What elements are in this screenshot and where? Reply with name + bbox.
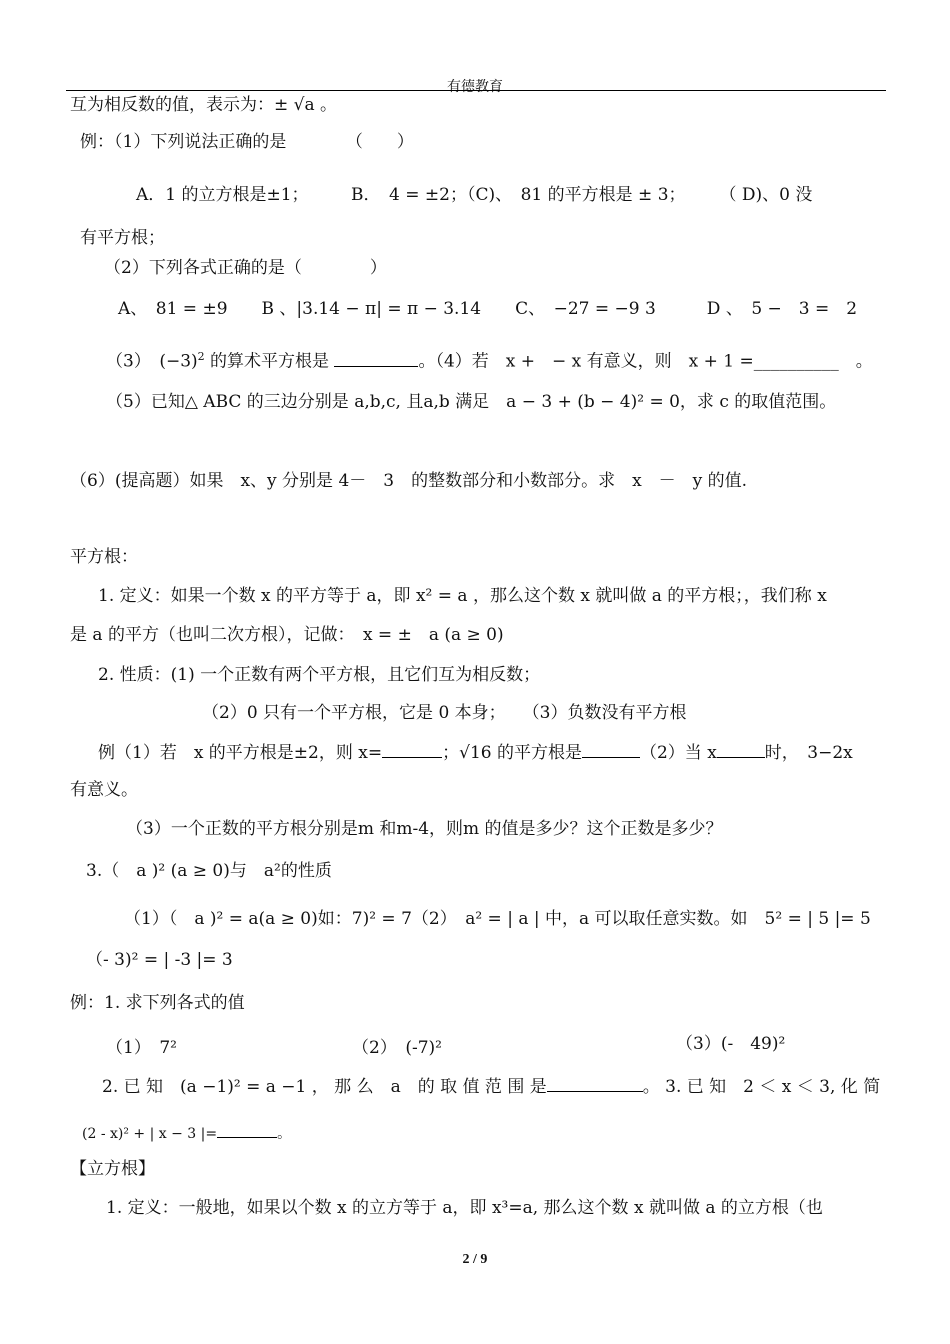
answer-blank[interactable]	[582, 743, 640, 758]
text-line: （3）一个正数的平方根分别是m 和m-4，则m 的值是多少？这个正数是多少？	[126, 819, 723, 839]
text-fragment: 。 3. 已 知 2 ＜ x ＜ 3, 化 简	[642, 1077, 881, 1097]
text-line: 2. 性质：(1) 一个正数有两个平方根，且它们互为相反数；	[98, 665, 541, 685]
answer-blank[interactable]	[547, 1077, 643, 1092]
text-line: （2）下列各式正确的是（ ）	[104, 258, 387, 278]
text-fragment: 。	[277, 1126, 292, 1142]
section-heading: 平方根：	[70, 547, 138, 567]
answer-blank[interactable]	[334, 352, 418, 367]
text-fragment: (2 - x)² + | x − 3 |=	[82, 1126, 218, 1142]
text-fragment: 2. 已 知 (a −1)² = a −1 ， 那 么 a 的 取 值 范 围 是	[102, 1077, 547, 1097]
text-line: 1. 定义：如果一个数 x 的平方等于 a，即 x² = a ，那么这个数 x 就叫做 a 的平方根；，我们称 x	[98, 586, 827, 606]
header-rule	[66, 90, 886, 91]
text-fragment: 时， 3−2x	[764, 743, 853, 763]
text-fragment: ；√16 的平方根是	[442, 743, 582, 763]
text-fragment: 的算术平方根是	[204, 351, 330, 372]
text-line	[98, 742, 853, 764]
text-line: 有意义。	[70, 780, 138, 800]
text-fragment: （3） (−3)	[106, 351, 198, 372]
text-line: （5）已知△ ABC 的三边分别是 a,b,c, 且a,b 满足 a − 3 + (b − 4)² = 0，求 c 的取值范围。	[106, 392, 837, 412]
text-line: （- 3)² = | -3 |= 3	[86, 950, 233, 970]
text-line: 例：1. 求下列各式的值	[70, 993, 245, 1013]
answer-blank[interactable]	[717, 743, 765, 758]
answer-blank[interactable]	[217, 1123, 277, 1138]
text-line: （6）(提高题）如果 x、y 分别是 4－ 3 的整数部分和小数部分。求 x － y 的值.	[70, 471, 748, 491]
text-line	[106, 346, 873, 373]
text-line	[82, 1123, 291, 1145]
text-fragment: （1） 7²	[106, 1038, 177, 1058]
text-fragment: 例（1）若 x 的平方根是±2，则 x=	[98, 743, 383, 763]
page-number: 2 / 9	[462, 1252, 488, 1267]
text-line: 互为相反数的值，表示为：± √a 。	[70, 95, 338, 115]
text-line: 是 a 的平方（也叫二次方根），记做： x = ± a (a ≥ 0)	[70, 625, 504, 645]
text-line: 1. 定义：一般地，如果以个数 x 的立方等于 a，即 x³=a, 那么这个数 x 就叫做 a 的立方根（也	[106, 1198, 823, 1218]
text-fragment: （3）(- 49)²	[676, 1034, 786, 1054]
answer-blank[interactable]	[382, 743, 442, 758]
superscript: 2	[197, 350, 205, 363]
section-heading: 【立方根】	[70, 1159, 155, 1179]
text-line: 例：（1）下列说法正确的是 （ ）	[80, 132, 414, 152]
text-line: A、 81 = ±9 B 、|3.14 − π| = π − 3.14 C、 −27 = −9 3 D 、 5 − 3 = 2	[118, 299, 858, 319]
text-line: 有平方根；	[80, 228, 165, 248]
text-line: （2）0 只有一个平方根，它是 0 本身； （3）负数没有平方根	[202, 703, 687, 723]
text-fragment: （2） (-7)²	[352, 1038, 442, 1058]
text-line	[102, 1076, 880, 1098]
header-title: 有德教育	[447, 79, 503, 95]
text-line: A．1 的立方根是±1； B． 4 = ±2；（C)、 81 的平方根是 ± 3； （ D)、0 没	[136, 185, 813, 205]
text-fragment: （2）当 x	[639, 743, 717, 763]
text-fragment: 。（4）若 x + − x 有意义，则 x + 1 =__________ 。	[418, 351, 873, 372]
text-line: 3.（ a )² (a ≥ 0)与 a²的性质	[86, 861, 332, 881]
text-line: （1）（ a )² = a(a ≥ 0)如：7)² = 7（2） a² = | a | 中，a 可以取任意实数。如 5² = | 5 |= 5	[124, 909, 871, 929]
